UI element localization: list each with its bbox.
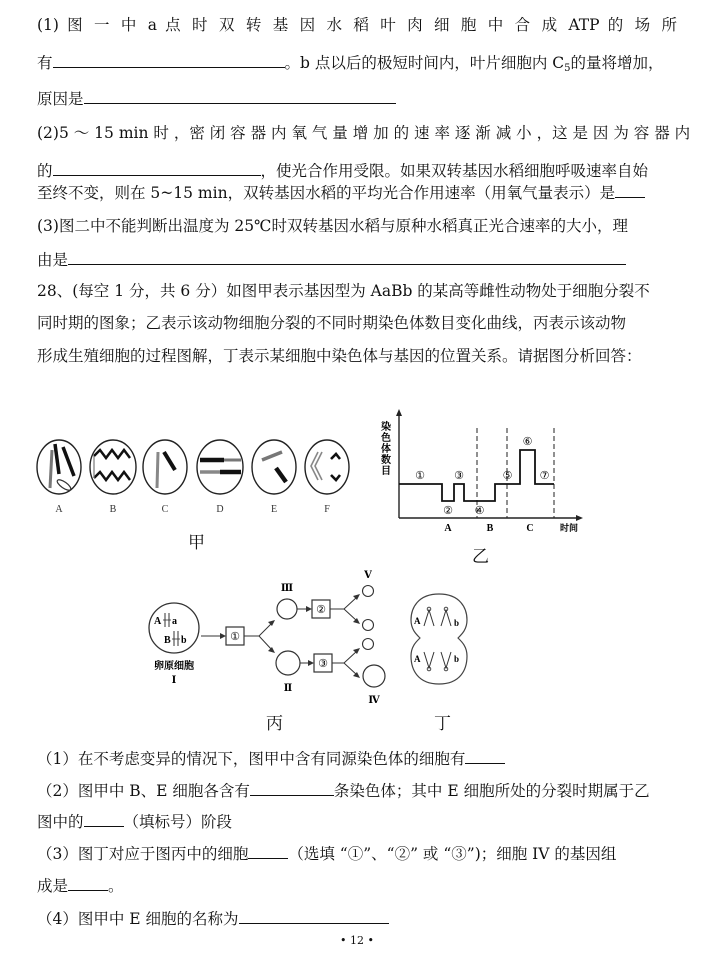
q3-line2-prefix: 由是	[37, 251, 69, 269]
cell-label-b: B	[109, 504, 117, 515]
x-axis-label: 时间	[560, 523, 579, 533]
cell-IV-numeral: Ⅳ	[368, 695, 380, 706]
q28-sub3-mid: （选填 “①”、“②” 或 “③”)；细胞 IV 的基因组	[288, 845, 617, 863]
stage-marker-6: ⑥	[522, 436, 533, 448]
figure-jia-cells	[34, 430, 364, 520]
figure-bing-diagram	[146, 566, 392, 706]
q2-line1: (2)5 ～ 15 min 时 ，密 闭 容 器 内 氧 气 量 增 加 的 速 率 逐 渐 减 小 ，这 是 因 为 容 器 内	[37, 124, 691, 142]
cell-label-a: A	[55, 504, 63, 515]
q28-sub1	[37, 747, 505, 769]
q1-line3	[37, 87, 396, 109]
q2-line2	[37, 159, 648, 181]
stage-label-c: C	[526, 523, 534, 534]
answer-blank-q28-2b[interactable]	[84, 810, 124, 827]
q2-line3	[37, 181, 645, 203]
q3-line1: (3)图二中不能判断出温度为 25℃时双转基因水稻与原种水稻真正光合速率的大小，理	[37, 217, 628, 235]
y-axis-arrow-icon	[396, 409, 402, 416]
answer-blank-q1-site[interactable]	[53, 51, 285, 68]
cell-I-numeral: Ⅰ	[171, 675, 177, 686]
cell-c	[143, 440, 187, 494]
q28-sub2-cont: 图中的	[37, 813, 84, 831]
q2-line2-rest: ，使光合作用受限。如果双转基因水稻细胞呼吸速率自始	[260, 162, 649, 180]
cell-d	[197, 440, 243, 494]
cell-V-numeral: Ⅴ	[364, 570, 372, 581]
polar-body	[363, 639, 374, 650]
stage-marker-2: ②	[443, 505, 453, 517]
y-axis-label-4: 数	[381, 455, 391, 466]
q28-stem-line1: 28、(每空 1 分，共 6 分）如图甲表示基因型为 AaBb 的某高等雌性动物处于细胞分裂不	[37, 282, 650, 300]
cell-V	[363, 586, 374, 597]
cell-II-numeral: Ⅱ	[283, 683, 293, 694]
answer-blank-q28-4[interactable]	[239, 907, 389, 924]
cell-I-label: 卵原细胞	[154, 661, 194, 672]
cell-b	[90, 440, 136, 494]
q2-line2-prefix: 的	[37, 162, 53, 180]
q1-line2-end: 的量将增加，	[570, 54, 664, 72]
q28-sub2-end: （填标号）阶段	[123, 813, 233, 831]
cell-label-f: F	[324, 504, 330, 515]
q1-line2-mid: 。b 点以后的极短时间内，叶片细胞内 C	[284, 54, 565, 72]
answer-blank-q28-1[interactable]	[465, 747, 505, 764]
q28-sub4	[37, 907, 389, 929]
figure-yi-caption: 乙	[472, 547, 489, 567]
figure-yi-chart	[372, 408, 588, 536]
gene-a: a	[172, 616, 177, 627]
figure-ding-diagram	[408, 590, 470, 690]
figure-ding-caption: 丁	[434, 714, 451, 734]
q28-stem-line3: 形成生殖细胞的过程图解，丁表示某细胞中染色体与基因的位置关系。请据图分析回答：	[37, 347, 642, 365]
y-axis-label-5: 目	[381, 466, 391, 477]
figure-bing-caption: 丙	[266, 714, 283, 734]
polar-body	[363, 620, 374, 631]
dividing-cell-outline	[411, 594, 467, 684]
q28-sub3-line1	[37, 842, 616, 864]
figure-jia-caption: 甲	[188, 533, 205, 553]
stage-marker-5: ⑤	[502, 470, 513, 482]
step-1-label: ①	[230, 631, 240, 643]
cell-II	[276, 651, 300, 675]
x-axis-arrow-icon	[576, 515, 583, 521]
ding-gene-b-top: b	[454, 618, 460, 628]
gene-B: B	[164, 635, 171, 646]
answer-blank-q2-rate[interactable]	[615, 181, 645, 198]
y-axis-label-2: 色	[381, 433, 391, 444]
stage-marker-1: ①	[415, 470, 425, 482]
cell-III-numeral: Ⅲ	[280, 583, 294, 594]
cell-f	[305, 440, 349, 494]
ding-gene-b-bottom: b	[454, 654, 460, 664]
q1-line3-prefix: 原因是	[37, 90, 84, 108]
answer-blank-q3-reason[interactable]	[68, 248, 626, 265]
cell-label-d: D	[216, 504, 224, 515]
cell-III	[277, 599, 297, 619]
cell-a	[37, 440, 81, 494]
q3-line2	[37, 248, 626, 270]
q1-line1: (1) 图 一 中 a 点 时 双 转 基 因 水 稻 叶 肉 细 胞 中 合 成 ATP 的 场 所	[37, 16, 677, 34]
cell-IV	[363, 665, 385, 687]
q28-sub3-cont: 成是	[37, 877, 69, 895]
cell-e	[252, 440, 296, 494]
answer-blank-q28-2a[interactable]	[250, 779, 334, 796]
q1-line2	[37, 51, 664, 79]
answer-blank-q1-reason[interactable]	[84, 87, 396, 104]
cell-label-c: C	[161, 504, 169, 515]
c5-subscript: 5	[564, 63, 571, 74]
ding-gene-A-top: A	[414, 616, 421, 626]
y-axis-label-3: 体	[381, 444, 391, 455]
stage-marker-7: ⑦	[539, 470, 550, 482]
q28-stem-line2: 同时期的图象；乙表示该动物细胞分裂的不同时期染色体数目变化曲线，丙表示该动物	[37, 314, 627, 332]
q1-line2-prefix: 有	[37, 54, 53, 72]
stage-label-a: A	[444, 523, 452, 534]
gene-A: A	[154, 616, 162, 627]
step-3-label: ③	[318, 658, 328, 670]
page-number: • 12 •	[340, 934, 374, 947]
answer-blank-q2-factor[interactable]	[53, 159, 261, 176]
stage-label-b: B	[486, 523, 494, 534]
gene-b: b	[181, 635, 187, 646]
q28-sub3-end: 。	[108, 877, 124, 895]
stage-marker-4: ④	[474, 505, 485, 517]
answer-blank-q28-3b[interactable]	[68, 874, 108, 891]
ding-gene-A-bottom: A	[414, 654, 421, 664]
q28-sub3-prefix: （3）图丁对应于图丙中的细胞	[37, 845, 249, 863]
q28-sub2-prefix: （2）图甲中 B、E 细胞各含有	[37, 782, 250, 800]
q2-line3-text: 至终不变，则在 5~15 min，双转基因水稻的平均光合作用速率（用氧气量表示）是	[37, 184, 616, 202]
y-axis-label-1: 染	[381, 422, 391, 433]
answer-blank-q28-3a[interactable]	[248, 842, 288, 859]
q28-sub3-line2	[37, 874, 124, 896]
q28-sub4-text: （4）图甲中 E 细胞的名称为	[37, 910, 239, 928]
cell-label-e: E	[270, 504, 278, 515]
q28-sub1-text: （1）在不考虑变异的情况下，图甲中含有同源染色体的细胞有	[37, 750, 466, 768]
step-2-label: ②	[316, 604, 326, 616]
q28-sub2-line2	[37, 810, 232, 832]
stage-marker-3: ③	[454, 470, 464, 482]
q28-sub2-line1	[37, 779, 650, 801]
q28-sub2-mid: 条染色体；其中 E 细胞所处的分裂时期属于乙	[333, 782, 650, 800]
